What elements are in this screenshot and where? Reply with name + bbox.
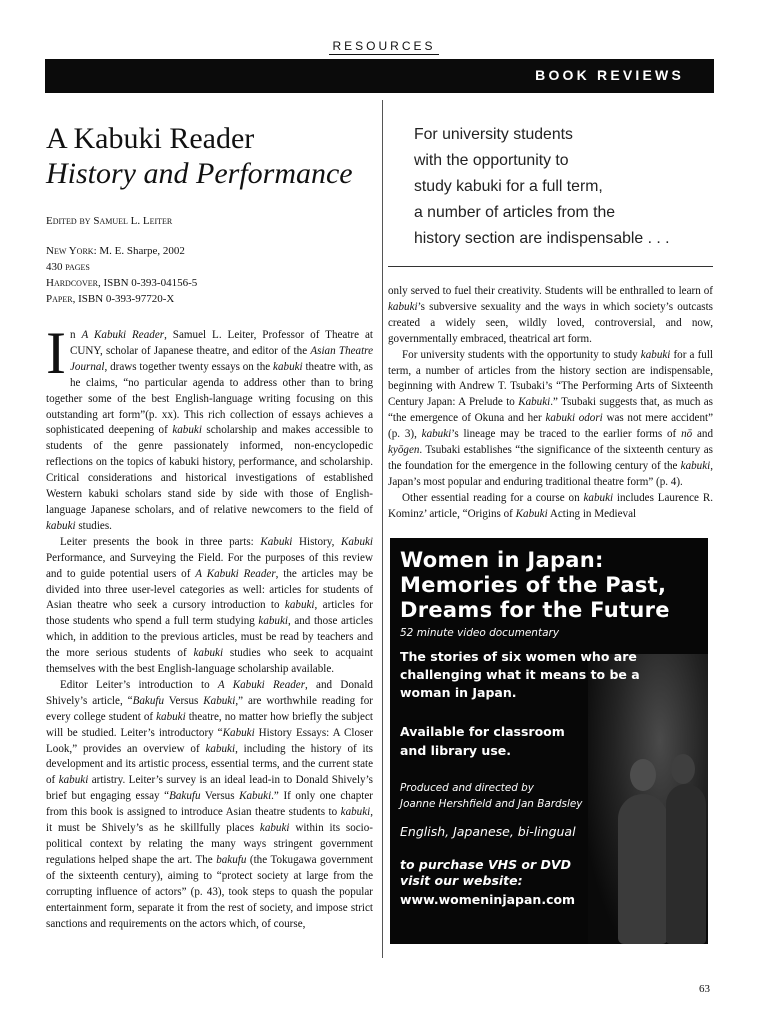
ad-languages: English, Japanese, bi-lingual — [400, 823, 576, 839]
left-column — [46, 100, 373, 932]
header-bar-label: BOOK REVIEWS — [535, 67, 684, 83]
ad-duration: 52 minute video documentary — [400, 626, 560, 639]
ad-tagline: The stories of six women who are challenging what it means to be a woman in Japan. — [400, 648, 640, 700]
publication-info — [46, 243, 373, 307]
review-body-right — [388, 284, 713, 523]
header-bar — [45, 59, 714, 93]
ad-website-url: www.womeninjapan.com — [400, 891, 576, 907]
paper-isbn: Paper, ISBN 0-393-97720-X — [46, 293, 175, 305]
paragraph-2: Leiter presents the book in three parts: Kabuki History, Kabuki Performance, and Surveying the Field. For the purposes of this review and to guide potential users of A Kabuki Reader, the articles may be divided into three user-level categories as well: articles for students of Asian theatre who seek a cursory introduction to kabuki, articles for those students who spend a full term studying kabuki, and those articles which, in addition to the previous articles, must be read by teachers and the more serious students of kabuki studies who seek to acquaint themselves with the best English-language scholarship available. — [46, 535, 374, 676]
page-number: 63 — [699, 983, 710, 995]
paragraph-5: For university students with the opportunity to study kabuki for a full term, a number of articles from the history section are indispensable, beginning with Andrew T. Tsubaki’s “The Performing Arts of Sixteenth Century Japan: A Prelude to Kabuki.” Tsubaki suggests that, as much as “the emergence of Okuna and her kabuki odori was not mere accident” (p. 3), kabuki’s lineage may be traced to the earlier forms of nō and kyōgen. Tsubaki establishes “the significance of the sixteenth century as the foundation for the emergence in the following century of the kabuki, Japan’s most popular and enduring traditional theatre form” (p. 4). — [388, 348, 714, 488]
column-divider — [382, 100, 383, 958]
section-label: RESOURCES — [0, 39, 768, 53]
ad-credit: Produced and directed by Joanne Hershfield and Jan Bardsley — [400, 781, 583, 810]
edited-by: Edited by Samuel L. Leiter — [46, 215, 173, 227]
drop-cap: I — [46, 320, 66, 386]
book-title: A Kabuki Reader — [46, 122, 255, 155]
ad-title: Women in Japan: Memories of the Past, Dreams for the Future — [400, 547, 670, 622]
ad-availability: Available for classroom and library use. — [400, 723, 565, 758]
book-subtitle: History and Performance — [46, 157, 353, 190]
pull-quote-rule — [388, 266, 713, 267]
pages-line: 430 pages — [46, 261, 90, 273]
paragraph-6: Other essential reading for a course on kabuki includes Laurence R. Kominz’ article, “Origins of Kabuki Acting in Medieval — [388, 491, 713, 520]
hardcover-isbn: Hardcover, ISBN 0-393-04156-5 — [46, 277, 198, 289]
pull-quote: For university students with the opportunity to study kabuki for a full term, a number of articles from the history section are indispensable . . . — [414, 126, 670, 247]
ad-purchase: to purchase VHS or DVD visit our website: — [400, 856, 571, 888]
paragraph-1: In A Kabuki Reader, Samuel L. Leiter, Professor of Theatre at CUNY, scholar of Japanese theatre, and editor of the Asian Theatre Journal, draws together twenty essays on the kabuki theatre with, as he claims, “no particular agenda to address other than to bring together some of the best English-language writing focusing on this outstanding art form”(p. xx). This rich collection of essays achieves a sophisticated deepening of kabuki scholarship and makes accessible to students of the genre passionately informed, non-encyclopedic reflections on the topics of kabuki history, performance, and scholarship. Critical considerations and historical investigations of established Western kabuki scholars stand side by side with those of English-language Japanese scholars, and of relative newcomers to the field of kabuki studies. — [46, 320, 373, 532]
documentary-advertisement — [390, 538, 708, 944]
review-body-left — [46, 320, 374, 932]
publisher-line: New York: M. E. Sharpe, 2002 — [46, 245, 185, 257]
paragraph-3: Editor Leiter’s introduction to A Kabuki Reader, and Donald Shively’s article, “Bakufu Versus Kabuki,” are worthwhile reading for every college student of kabuki theatre, no matter how briefly the subject will be studied. Leiter’s introductory “Kabuki History Essays: A Closer Look,” provides an overview of kabuki, including the history of its development and its artistic process, essential terms, and the current state of kabuki artistry. Leiter’s survey is an ideal lead-in to Donald Shively’s brief but engaging essay “Bakufu Versus Kabuki.” If only one chapter from this book is assigned to introduce Asian theatre students to kabuki, it must be Shively’s as he skillfully places kabuki within its socio-political context by relating the many ways stringent government regulations helped shape the art. The bakufu (the Tokugawa government of the sixteenth century), aiming to “protect society at large from the corrupting influence of actors” (p. 43), took steps to quash the popular entertainment form, separate it from the rest of society, and impose strict sanctions and requirements on the actors which, of course, — [46, 678, 373, 930]
right-column — [388, 100, 713, 944]
paragraph-4: only served to fuel their creativity. Students will be enthralled to learn of kabuki’s subversive sexuality and the ways in which society’s outcasts created a widely seen, wildly loved, controversial, and now, governmentally embraced, theatrical art form. — [388, 285, 713, 345]
